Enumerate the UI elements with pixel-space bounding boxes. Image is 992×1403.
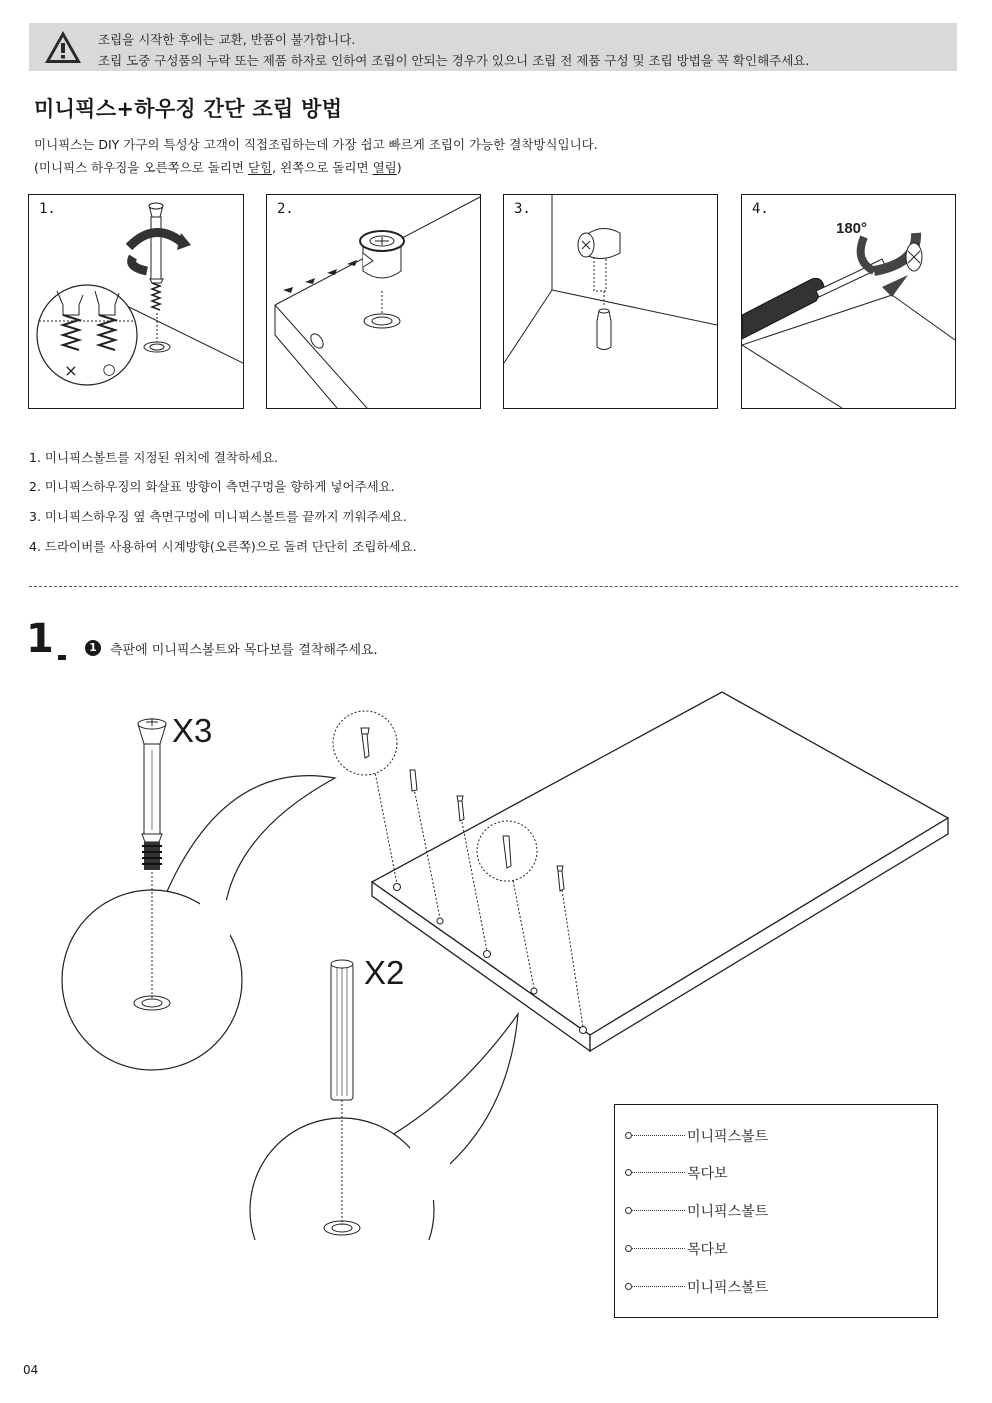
page-number: 04 [23, 1363, 39, 1377]
intro-text-b: , 왼쪽으로 돌리면 [272, 160, 373, 175]
housing-insert-illustration [267, 195, 480, 408]
panel-4-number: 4. [752, 201, 769, 217]
warning-triangle-icon [43, 29, 83, 65]
instruction-panel-2 [266, 194, 481, 409]
intro-line-1: 미니픽스는 DIY 가구의 특성상 고객이 직접조립하는데 가장 쉽고 빠르게 조립이 가능한 결착방식입니다. [34, 137, 598, 152]
bolt-insert-illustration [29, 195, 243, 408]
legend-label: 미니픽스볼트 [687, 1280, 769, 1296]
intro-open-word: 열림 [372, 160, 397, 175]
step-2-text: 2. 미니픽스하우징의 화살표 방향이 측면구멍을 향하게 넣어주세요. [29, 479, 395, 494]
warning-line-1: 조립을 시작한 후에는 교환, 반품이 불가합니다. [98, 32, 356, 47]
instruction-panel-1 [28, 194, 244, 409]
legend-label: 미니픽스볼트 [687, 1129, 769, 1145]
panel-2-number: 2. [277, 201, 294, 217]
intro-text-c: ) [396, 160, 402, 175]
legend-item [615, 1163, 935, 1183]
bolt-into-housing-illustration [504, 195, 717, 408]
panel-1-right-mark: ○ [102, 360, 116, 378]
intro-text-a: (미니픽스 하우징을 오른쪽으로 돌리면 [34, 160, 248, 175]
intro-line-2 [34, 158, 402, 176]
section-divider [29, 586, 958, 587]
panel-3-number: 3. [514, 201, 531, 217]
legend-label: 미니픽스볼트 [687, 1204, 769, 1220]
step-1-instruction: 측판에 미니픽스볼트와 목다보를 결착해주세요. [110, 643, 378, 658]
legend-label: 목다보 [687, 1242, 728, 1258]
instruction-panel-3 [503, 194, 718, 409]
bolt-quantity: X3 [172, 712, 213, 749]
legend-label: 목다보 [687, 1166, 728, 1182]
rotation-angle-label: 180° [836, 220, 868, 237]
parts-legend [614, 1104, 938, 1318]
page-title: 미니픽스+하우징 간단 조립 방법 [34, 97, 343, 121]
step-number-dot [58, 655, 66, 660]
dowel-quantity: X2 [364, 954, 405, 991]
step-4-text: 4. 드라이버를 사용하여 시계방향(오른쪽)으로 돌려 단단히 조립하세요. [29, 539, 417, 554]
legend-item [615, 1126, 935, 1146]
intro-close-word: 닫힘 [247, 160, 273, 175]
legend-item [615, 1277, 935, 1297]
legend-item [615, 1239, 935, 1259]
panel-1-wrong-mark: × [64, 361, 78, 380]
step-number: 1 [26, 616, 54, 662]
step-1-text: 1. 미니픽스볼트를 지정된 위치에 결착하세요. [29, 450, 279, 465]
sub-step-badge: 1 [85, 640, 101, 656]
warning-line-2: 조립 도중 구성품의 누락 또는 제품 하자로 인하여 조립이 안되는 경우가 있으니 조립 전 제품 구성 및 조립 방법을 꼭 확인해주세요. [98, 53, 810, 68]
screwdriver-tighten-illustration [742, 195, 955, 408]
instruction-panel-4 [741, 194, 956, 409]
step-3-text: 3. 미니픽스하우징 옆 측면구멍에 미니픽스볼트를 끝까지 끼워주세요. [29, 509, 407, 524]
legend-item [615, 1201, 935, 1221]
panel-1-number: 1. [39, 201, 56, 217]
